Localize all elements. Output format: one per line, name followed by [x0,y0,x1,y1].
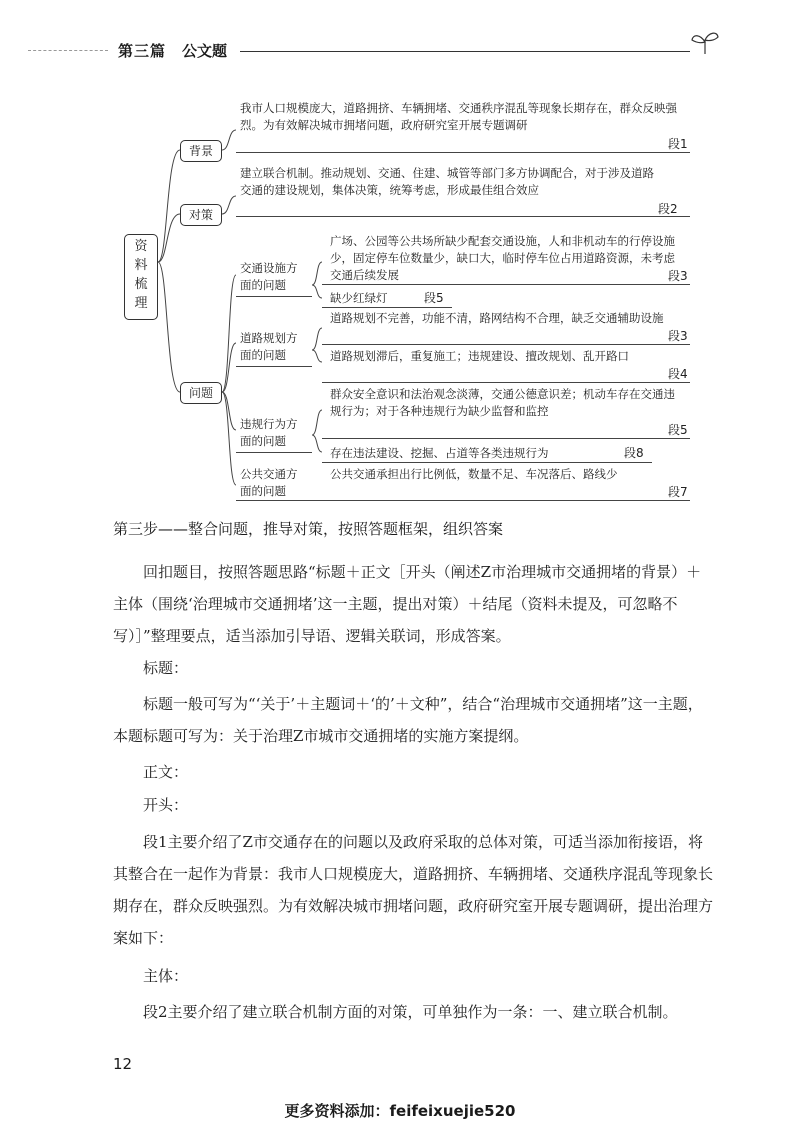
paragraph-4: 段2主要介绍了建立联合机制方面的对策，可单独作为一条：一、建立联合机制。 [143,1003,678,1021]
page-number: 12 [113,1055,133,1073]
step-title: 第三步——整合问题，推导对策，按照答题框架，组织答案 [113,520,504,538]
paragraph-3: 段1主要介绍了Z市交通存在的问题以及政府采取的总体对策，可适当添加衔接语，将其整合在一起作为背景：我市人口规模庞大，道路拥挤、车辆拥堵、交通秩序混乱等现象长期存在，群众反映强烈。为有效解决城市拥堵问题，政府研究室开展专题调研，提出治理方案如下： [113,833,714,947]
paragraph-1: 回扣题目，按照答题思路“标题＋正文［开头（阐述Z市治理城市交通拥堵的背景）＋主体（围绕‘治理城市交通拥堵’这一主题，提出对策）＋结尾（资料未提及，可忽略不写）］”整理要点，适当添加引导语、逻辑关联词，形成答案。 [113,563,702,645]
branch-problem-label: 问题 [188,386,213,400]
root-label: 资料梳理 [134,239,148,311]
facility-item-2: 缺少红绿灯 [330,291,388,305]
label-title: 标题： [143,659,189,677]
road-item-2-underline [322,382,690,383]
branch-countermeasure-label: 对策 [188,208,213,222]
sub-violation-underline [236,452,312,453]
facility-item-1-seg: 段3 [668,269,688,283]
violation-item-1-seg: 段5 [668,423,688,437]
violation-item-2-seg: 段8 [624,446,644,460]
countermeasure-text: 建立联合机制。推动规划、交通、住建、城管等部门多方协调配合，对于涉及道路交通的建设规划，集体决策，统筹考虑，形成最佳组合效应 [240,166,654,197]
public-item-1-underline [312,500,690,501]
sub-road-label: 道路规划方面的问题 [240,331,298,362]
branch-background-label: 背景 [188,144,213,158]
public-item-1-seg: 段7 [668,485,688,499]
branch-problem [180,382,222,404]
sub-facility-underline [236,296,312,297]
violation-item-1-underline [322,438,690,439]
sub-facility-label: 交通设施方面的问题 [240,261,298,292]
footer-note: 更多资料添加：feifeixuejie520 [284,1102,516,1120]
header-section: 第三篇 [118,42,167,60]
label-body: 正文： [143,763,189,781]
branch-background [180,140,222,162]
sub-public-label: 公共交通方面的问题 [240,467,298,498]
violation-item-2-underline [322,462,652,463]
road-item-1-underline [322,344,690,345]
road-item-2-seg: 段4 [668,367,688,381]
road-item-1: 道路规划不完善，功能不清，路网结构不合理，缺乏交通辅助设施 [330,311,664,325]
countermeasure-seg: 段2 [658,202,678,216]
background-seg: 段1 [668,137,688,151]
sub-public-underline [236,500,312,501]
sub-road-underline [236,366,312,367]
road-item-1-seg: 段3 [668,329,688,343]
facility-item-2-underline [322,307,452,308]
road-item-2: 道路规划滞后，重复施工；违规建设、擅改规划、乱开路口 [330,349,629,363]
label-main: 主体： [143,967,189,985]
facility-item-2-seg: 段5 [424,291,444,305]
branch-countermeasure [180,204,222,226]
mindmap-root [124,234,158,320]
facility-item-1-underline [322,284,690,285]
paragraph-2: 标题一般可写为“‘关于’＋主题词＋‘的’＋文种”，结合“治理城市交通拥堵”这一主题，本题标题可写为：关于治理Z市城市交通拥堵的实施方案提纲。 [113,695,703,745]
header-chapter: 公文题 [182,42,228,60]
violation-item-2: 存在违法建设、挖掘、占道等各类违规行为 [330,446,549,460]
label-opening: 开头： [143,796,189,814]
public-item-1: 公共交通承担出行比例低，数量不足、车况落后、路线少 [330,467,618,481]
countermeasure-underline [236,216,690,217]
sub-violation-label: 违规行为方面的问题 [240,417,298,448]
background-underline [236,152,690,153]
background-text: 我市人口规模庞大，道路拥挤、车辆拥堵、交通秩序混乱等现象长期存在，群众反映强烈。为有效解决城市拥堵问题，政府研究室开展专题调研 [240,101,677,132]
violation-item-1: 群众安全意识和法治观念淡薄，交通公德意识差；机动车存在交通违规行为；对于各种违规行为缺少监督和监控 [330,387,675,418]
facility-item-1: 广场、公园等公共场所缺少配套交通设施，人和非机动车的行停设施少，固定停车位数量少，缺口大，临时停车位占用道路资源，未考虑交通后续发展 [330,234,675,282]
